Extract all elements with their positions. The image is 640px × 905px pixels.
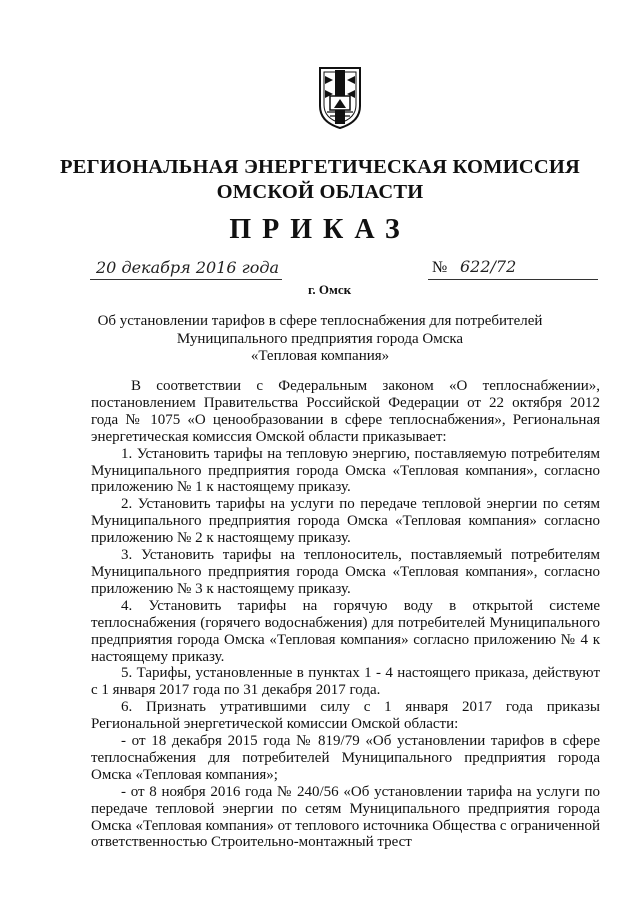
order-subject [0, 313, 640, 366]
clause-3-paragraph: 3. Установить тарифы на теплоноситель, поставляемый потребителям Муниципального предприятия города Омска «Тепловая компания», согласно приложению № 3 к настоящему приказу. [91, 547, 600, 597]
handwritten-number: 622/72 [460, 257, 517, 276]
clause-1-paragraph: 1. Установить тарифы на тепловую энергию, поставляемую потребителям Муниципального предприятия города Омска «Тепловая компания», согласно приложению № 1 к настоящему приказу. [91, 445, 600, 496]
subject-line: Об установлении тарифов в сфере теплоснабжения для потребителей [97, 313, 543, 329]
subject-line: «Тепловая компания» [250, 348, 390, 364]
number-label: № [432, 259, 448, 276]
coat-of-arms-emblem [318, 66, 362, 130]
subject-line: Муниципального предприятия города Омска [176, 330, 464, 347]
preamble-paragraph: В соответствии с Федеральным законом «О теплоснабжении», постановлением Правительства Российской Федерации от 22 октября 2012 года № 1075 «О ценообразовании в сфере теплоснабжения», Региональная энергетическая комиссия Омской области приказывает: [91, 378, 600, 445]
order-body [91, 378, 600, 851]
clause-4-paragraph: 4. Установить тарифы на горячую воду в открытой системе теплоснабжения (горячего водоснабжения) для потребителей Муниципального предприятия города Омска «Тепловая компания» согласно приложению № 4 к настоящему приказу. [91, 597, 600, 665]
clause-2-paragraph: 2. Установить тарифы на услуги по передаче тепловой энергии по сетям Муниципального предприятия города Омска «Тепловая компания» согласно приложению № 2 к настоящему приказу. [91, 496, 600, 547]
document-title: ПРИКАЗ [229, 214, 411, 245]
clause-5-paragraph: 5. Тарифы, установленные в пунктах 1 - 4 настоящего приказа, действуют с 1 января 2017 года по 31 декабря 2017 года. [91, 665, 600, 699]
organization-name-line-1: РЕГИОНАЛЬНАЯ ЭНЕРГЕТИЧЕСКАЯ КОМИССИЯ [59, 156, 581, 178]
clause-6-paragraph: 6. Признать утратившими силу с 1 января 2017 года приказы Региональной энергетической комиссии Омской области: [91, 699, 600, 733]
date-underline [90, 279, 282, 280]
number-underline [428, 279, 598, 280]
repealed-order-item: - от 18 декабря 2015 года № 819/79 «Об установлении тарифов в сфере теплоснабжения для потребителей Муниципального предприятия города Омска «Тепловая компания»; [91, 733, 600, 783]
organization-name-line-2: ОМСКОЙ ОБЛАСТИ [216, 181, 424, 203]
handwritten-date: 20 декабря 2016 года [96, 258, 280, 277]
city-label: г. Омск [308, 282, 352, 297]
repealed-order-item: - от 8 ноября 2016 года № 240/56 «Об установлении тарифа на услуги по передаче тепловой энергии по сетям Муниципального предприятия города Омска «Тепловая компания» от теплового источника Общества с ограниченной ответственностью Строительно-монтажный трест [91, 783, 600, 851]
